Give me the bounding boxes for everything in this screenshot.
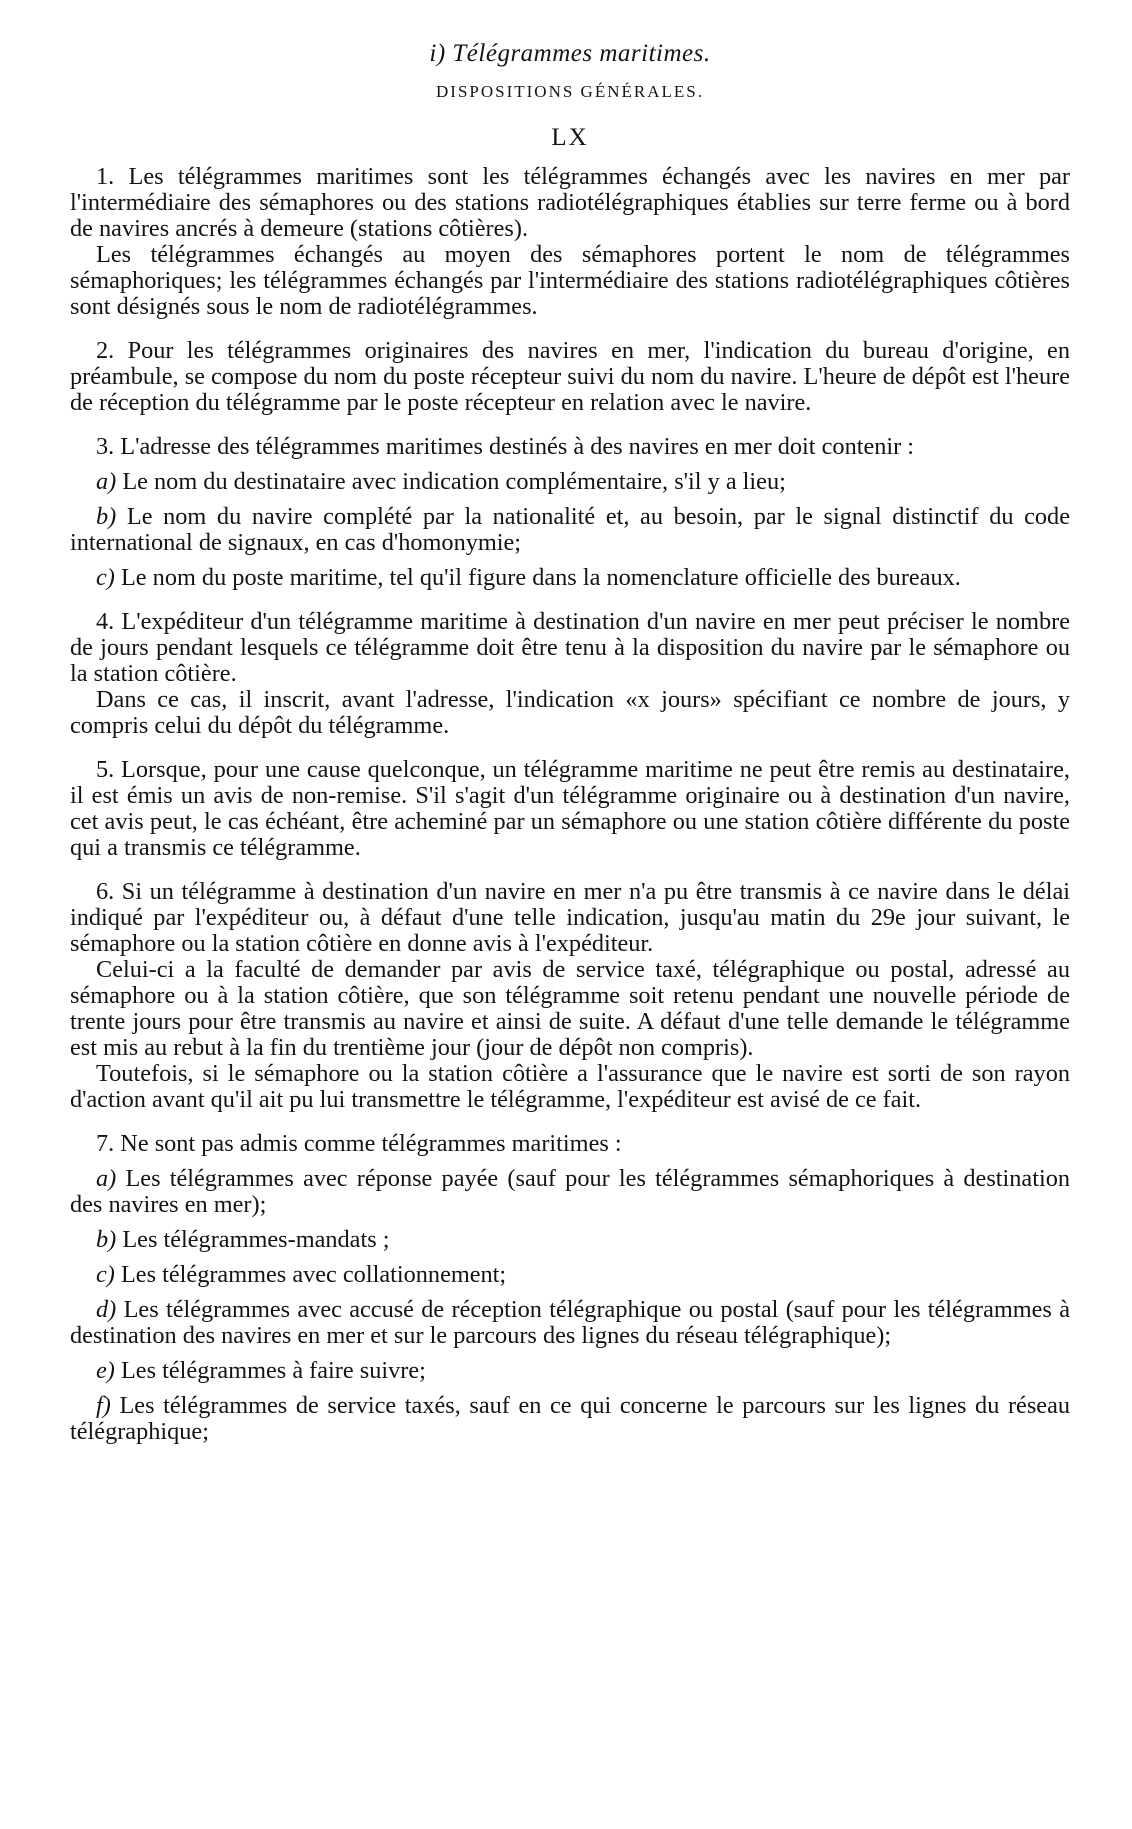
list-item-7d xyxy=(70,1297,1070,1349)
list-text: Le nom du destinataire avec indication complémentaire, s'il y a lieu; xyxy=(116,468,786,495)
list-text: Les télégrammes avec collationnement; xyxy=(114,1261,507,1288)
list-item-3a xyxy=(70,469,1070,495)
paragraph-6-final: Toutefois, si le sémaphore ou la station côtière a l'assurance que le navire est sorti de son rayon d'action avant qu'il ait pu lui transmettre le télégramme, l'expéditeur est avisé de ce fait. xyxy=(70,1060,1070,1113)
paragraph-7: 7. Ne sont pas admis comme télégrammes maritimes : xyxy=(96,1130,622,1157)
list-item-7c xyxy=(70,1262,1070,1288)
list-letter: e) xyxy=(96,1357,115,1384)
list-text: Les télégrammes-mandats ; xyxy=(116,1226,390,1253)
document-page xyxy=(70,40,1070,1445)
list-letter: b) xyxy=(96,1226,117,1253)
list-letter: a) xyxy=(96,468,117,495)
paragraph-1-continued: Les télégrammes échangés au moyen des sémaphores portent le nom de télégrammes sémaphoriques; les télégrammes échangés par l'intermédiaire des stations radiotélégraphiques côtières sont désignés sous le nom de radiotélégrammes. xyxy=(70,241,1070,320)
list-item-7b xyxy=(70,1227,1070,1253)
list-letter: b) xyxy=(96,503,117,530)
list-text: Les télégrammes à faire suivre; xyxy=(114,1357,426,1384)
list-item-3b xyxy=(70,504,1070,556)
list-item-7a xyxy=(70,1166,1070,1218)
list-text: Le nom du poste maritime, tel qu'il figure dans la nomenclature officielle des bureaux. xyxy=(114,564,961,591)
article-number: LX xyxy=(551,124,589,151)
list-text: Les télégrammes avec accusé de réception télégraphique ou postal (sauf pour les télégrammes à destination des navires en mer et sur le parcours des lignes du réseau télégraphique); xyxy=(70,1296,1070,1349)
list-text: Le nom du navire complété par la nationalité et, au besoin, par le signal distinctif du code international de signaux, en cas d'homonymie; xyxy=(70,503,1070,556)
list-text: Les télégrammes avec réponse payée (sauf pour les télégrammes sémaphoriques à destination des navires en mer); xyxy=(70,1165,1070,1218)
section-title: i) Télégrammes maritimes. xyxy=(429,40,711,67)
list-item-7f xyxy=(70,1393,1070,1445)
paragraph-4: 4. L'expéditeur d'un télégramme maritime à destination d'un navire en mer peut préciser le nombre de jours pendant lesquels ce télégramme doit être tenu à la disposition du navire par le sémaphore ou la station côtière. xyxy=(70,608,1070,687)
list-letter: c) xyxy=(96,564,115,591)
list-item-7e xyxy=(70,1358,1070,1384)
section-subtitle: DISPOSITIONS GÉNÉRALES. xyxy=(436,82,704,101)
paragraph-3: 3. L'adresse des télégrammes maritimes destinés à des navires en mer doit contenir : xyxy=(96,433,915,460)
list-letter: d) xyxy=(96,1296,117,1323)
paragraph-6-continued: Celui-ci a la faculté de demander par avis de service taxé, télégraphique ou postal, adressé au sémaphore ou à la station côtière, que son télégramme soit retenu pendant une nouvelle période de trente jours pour être transmis au navire et ainsi de suite. A défaut d'une telle demande le télégramme est mis au rebut à la fin du trentième jour (jour de dépôt non compris). xyxy=(70,956,1070,1061)
list-text: Les télégrammes de service taxés, sauf en ce qui concerne le parcours sur les lignes du réseau télégraphique; xyxy=(70,1392,1070,1445)
paragraph-2: 2. Pour les télégrammes originaires des navires en mer, l'indication du bureau d'origine, en préambule, se compose du nom du poste récepteur suivi du nom du navire. L'heure de dépôt est l'heure de réception du télégramme par le poste récepteur en relation avec le navire. xyxy=(70,337,1070,416)
paragraph-5: 5. Lorsque, pour une cause quelconque, un télégramme maritime ne peut être remis au destinataire, il est émis un avis de non-remise. S'il s'agit d'un télégramme originaire ou à destination d'un navire, cet avis peut, le cas échéant, être acheminé par un sémaphore ou une station côtière différente du poste qui a transmis ce télégramme. xyxy=(70,756,1070,861)
list-letter: f) xyxy=(96,1392,111,1419)
list-letter: c) xyxy=(96,1261,115,1288)
list-item-3c xyxy=(70,565,1070,591)
paragraph-6: 6. Si un télégramme à destination d'un navire en mer n'a pu être transmis à ce navire dans le délai indiqué par l'expéditeur ou, à défaut d'une telle indication, jusqu'au matin du 29e jour suivant, le sémaphore ou la station côtière en donne avis à l'expéditeur. xyxy=(70,878,1070,957)
list-letter: a) xyxy=(96,1165,117,1192)
paragraph-1: 1. Les télégrammes maritimes sont les télégrammes échangés avec les navires en mer par l'intermédiaire des sémaphores ou des stations radiotélégraphiques établies sur terre ferme ou à bord de navires ancrés à demeure (stations côtières). xyxy=(70,163,1070,242)
paragraph-4-continued: Dans ce cas, il inscrit, avant l'adresse, l'indication «x jours» spécifiant ce nombre de jours, y compris celui du dépôt du télégramme. xyxy=(70,686,1070,739)
